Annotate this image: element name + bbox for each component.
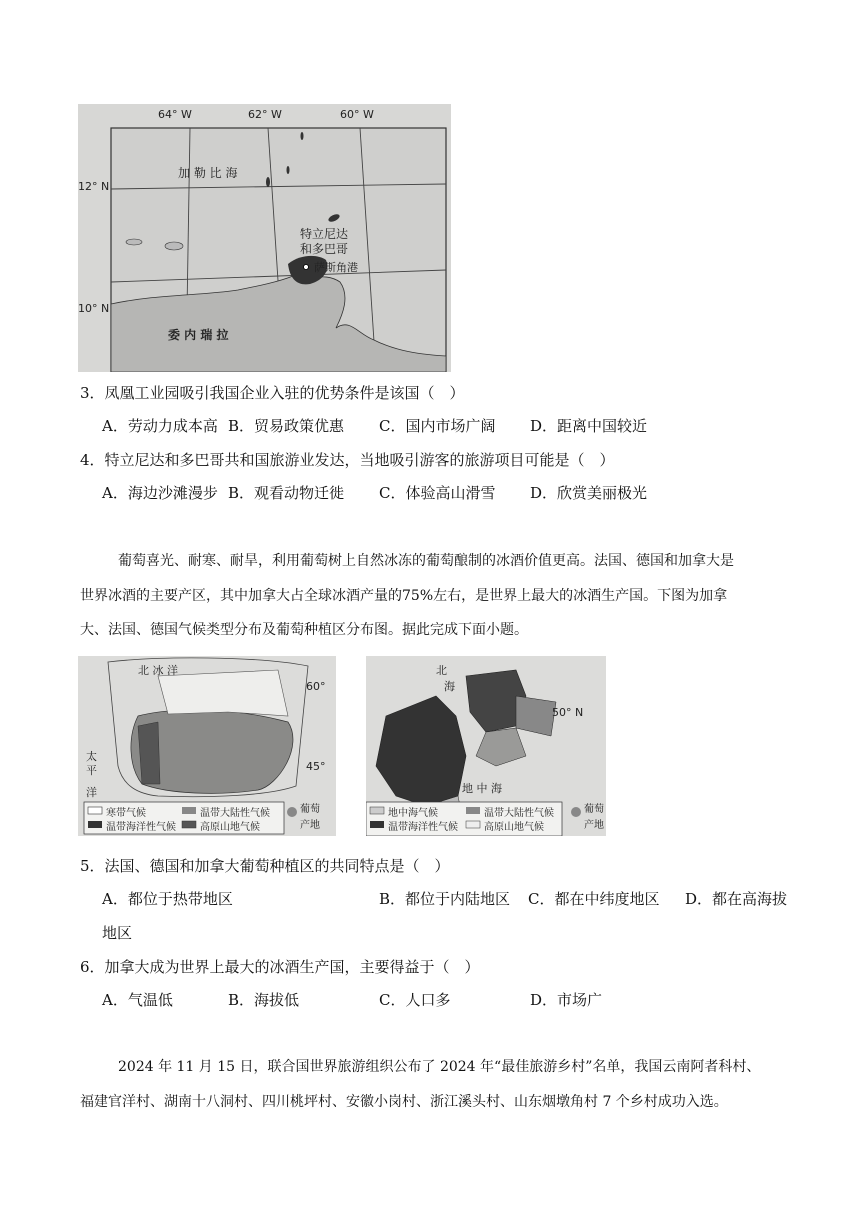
lat-45-label: 45° [306,760,326,773]
lat-50n-label: 50° N [552,706,584,719]
lat-label-12n: 12° N [78,180,110,193]
q6-option-b[interactable]: B．海拔低 [228,991,300,1009]
mediterranean-label: 地 中 海 [462,782,502,795]
north-sea-label-2: 海 [444,680,455,693]
country-label: 委 内 瑞 拉 [168,328,229,342]
arctic-ocean-label: 北 冰 洋 [138,664,178,677]
sea-label: 加 勒 比 海 [178,166,238,180]
canada-grape-label-1: 葡萄 [300,804,320,815]
q3-option-d[interactable]: D．距离中国较近 [530,417,648,435]
q3-option-c[interactable]: C．国内市场广阔 [379,417,496,435]
pacific-label-3: 洋 [86,786,97,799]
canada-legend-2: 温带大陆性气候 [200,808,270,819]
passage-2-line-2: 福建官洋村、湖南十八洞村、四川桃坪村、安徽小岗村、浙江溪头村、山东烟墩角村 7 个乡村成功入选。 [80,1094,728,1110]
q4-option-c[interactable]: C．体验高山滑雪 [379,484,496,502]
question-4: 4．特立尼达和多巴哥共和国旅游业发达，当地吸引游客的旅游项目可能是（ ） [80,451,615,469]
europe-legend-2: 温带大陆性气候 [484,808,554,819]
q3-option-b[interactable]: B．贸易政策优惠 [228,417,345,435]
north-sea-label-1: 北 [436,664,447,677]
q5-option-a[interactable]: A．都位于热带地区 [102,890,233,908]
passage-1-line-2: 世界冰酒的主要产区，其中加拿大占全球冰酒产量的75%左右，是世界上最大的冰酒生产国。下图为加拿 [80,588,728,604]
lon-label-64w: 64° W [158,108,192,121]
map-trinidad-drawing [78,104,451,372]
canada-grape-label-2: 产地 [300,820,320,831]
lat-label-10n: 10° N [78,302,110,315]
map-trinidad [78,104,451,372]
q5-option-c[interactable]: C．都在中纬度地区 [528,890,660,908]
pacific-label-1: 太 [86,750,97,763]
passage-1-line-1: 葡萄喜光、耐寒、耐旱，利用葡萄树上自然冰冻的葡萄酿制的冰酒价值更高。法国、德国和加拿大是 [118,553,734,569]
question-6: 6．加拿大成为世界上最大的冰酒生产国，主要得益于（ ） [80,958,480,976]
q4-option-b[interactable]: B．观看动物迁徙 [228,484,345,502]
europe-legend-1: 地中海气候 [388,808,438,819]
question-5: 5．法国、德国和加拿大葡萄种植区的共同特点是（ ） [80,857,450,875]
map-france-germany [366,656,606,836]
europe-grape-label-1: 葡萄 [584,804,604,815]
q6-option-c[interactable]: C．人口多 [379,991,451,1009]
q6-option-a[interactable]: A．气温低 [102,991,173,1009]
lon-label-60w: 60° W [340,108,374,121]
cape-label: 萨斯角港 [314,261,358,274]
q4-option-d[interactable]: D．欣赏美丽极光 [530,484,648,502]
q3-option-a[interactable]: A．劳动力成本高 [102,417,218,435]
map-canada [78,656,336,836]
q5-option-b[interactable]: B．都位于内陆地区 [379,890,511,908]
europe-grape-label-2: 产地 [584,820,604,831]
q5-option-d[interactable]: D．都在高海拔 [685,890,788,908]
canada-legend-3: 温带海洋性气候 [106,822,176,833]
canada-legend-4: 高原山地气候 [200,822,260,833]
passage-2-line-1: 2024 年 11 月 15 日，联合国世界旅游组织公布了 2024 年“最佳旅游乡村”名单，我国云南阿者科村、 [118,1059,761,1075]
canada-legend-1: 寒带气候 [106,808,146,819]
q4-option-a[interactable]: A．海边沙滩漫步 [102,484,218,502]
q5-option-d-wrap: 地区 [102,924,133,942]
lon-label-62w: 62° W [248,108,282,121]
question-3: 3．凤凰工业园吸引我国企业入驻的优势条件是该国（ ） [80,384,465,402]
island-label-2: 和多巴哥 [300,242,349,256]
island-label-1: 特立尼达 [300,227,349,241]
europe-legend-4: 高原山地气候 [484,822,544,833]
q6-option-d[interactable]: D．市场广 [530,991,603,1009]
pacific-label-2: 平 [86,764,97,777]
lat-60-label: 60° [306,680,326,693]
passage-1-line-3: 大、法国、德国气候类型分布及葡萄种植区分布图。据此完成下面小题。 [80,622,528,638]
europe-legend-3: 温带海洋性气候 [388,822,458,833]
